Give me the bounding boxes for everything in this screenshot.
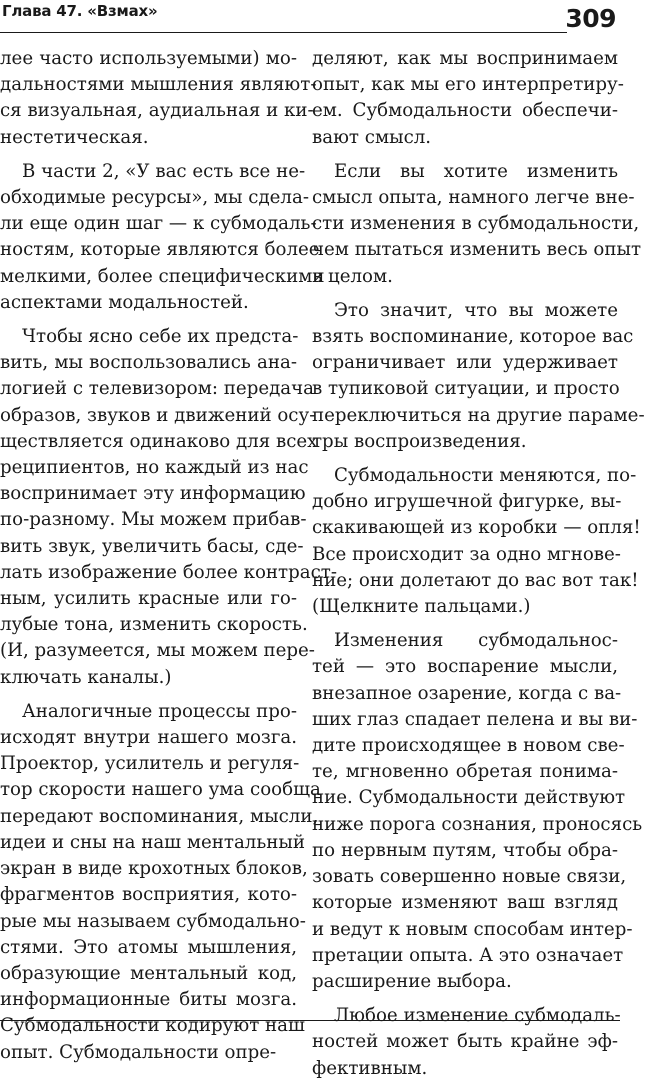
text-line: стями. Это атомы мышления, [0, 936, 297, 958]
text-line: добно игрушечной фигурке, вы- [312, 491, 622, 513]
text-line: лее часто используемыми) мо- [0, 48, 297, 69]
text-line: рые мы называем субмодально- [0, 910, 306, 932]
text-line: переключиться на другие параме- [312, 404, 645, 426]
text-line: В части 2, «У вас есть все не- [22, 160, 306, 182]
text-line: аспектами модальностей. [0, 291, 249, 313]
text-line: воспринимает эту информацию [0, 483, 306, 505]
text-line: дальностями мышления являют- [0, 74, 317, 96]
text-line: Субмодальности меняются, по- [334, 465, 637, 487]
text-line: логией с телевизором: передача [0, 378, 315, 400]
text-line: информационные биты мозга. [0, 989, 297, 1011]
text-line: идеи и сны на наш ментальный [0, 831, 305, 853]
text-line: образов, звуков и движений осу- [0, 404, 316, 426]
text-line: в целом. [312, 265, 393, 287]
text-line: расширение выбора. [312, 970, 512, 992]
text-line: скакивающей из коробки — опля! [312, 517, 641, 539]
text-line: сти изменения в субмодальности, [312, 213, 640, 235]
text-line: Изменения субмодальнос- [334, 630, 618, 652]
text-line: лать изображение более контраст- [0, 561, 337, 583]
text-line: смысл опыта, намного легче вне- [312, 187, 635, 209]
text-line: Если вы хотите изменить [334, 160, 618, 182]
text-line: опыт, как мы его интерпретиру- [312, 74, 624, 96]
text-line: Любое изменение субмодаль- [334, 1005, 621, 1027]
text-line: претации опыта. А это означает [312, 944, 624, 966]
text-line: ние; они долетают до вас вот так! [312, 569, 639, 591]
footer-rule [0, 1020, 620, 1021]
text-line: Чтобы ясно себе их предста- [22, 326, 299, 348]
text-line: ли еще один шаг — к субмодаль- [0, 213, 317, 235]
text-line: дите происходящее в новом све- [312, 735, 625, 757]
text-line: Аналогичные процессы про- [22, 700, 297, 722]
text-line: чем пытаться изменить весь опыт [312, 239, 642, 261]
page-number: 309 [565, 4, 616, 33]
text-line: ем. Субмодальности обеспечи- [312, 100, 618, 122]
text-line: образующие ментальный код, [0, 962, 297, 984]
text-line: обходимые ресурсы», мы сдела- [0, 187, 309, 209]
text-line: реципиентов, но каждый из нас [0, 457, 309, 479]
text-line: фрагментов восприятия, кото- [0, 884, 297, 906]
left-column [0, 46, 337, 1066]
text-line: те, мгновенно обретая понима- [312, 761, 618, 783]
text-line: нестетическая. [0, 126, 149, 148]
text-line: внезапное озарение, когда с ва- [312, 682, 622, 704]
text-line: Проектор, усилитель и регуля- [0, 753, 300, 775]
text-line: взять воспоминание, которое вас [312, 326, 634, 348]
text-line: ниже порога сознания, проносясь [312, 813, 643, 835]
text-line: ограничивает или удерживает [312, 352, 618, 374]
page-header [0, 0, 620, 36]
text-line: экран в виде крохотных блоков, [0, 858, 308, 880]
text-line: тей — это воспарение мысли, [312, 656, 618, 678]
text-line: (И, разумеется, мы можем пере- [0, 640, 315, 662]
right-column [312, 46, 645, 1082]
text-line: лубые тона, изменить скорость. [0, 614, 308, 636]
text-line: Субмодальности кодируют наш [0, 1015, 305, 1037]
text-line: тор скорости нашего ума сообща [0, 779, 321, 801]
text-line: ностям, которые являются более [0, 239, 320, 261]
text-line: ние. Субмодальности действуют [312, 787, 626, 809]
text-line: опыт. Субмодальности опре- [0, 1041, 277, 1063]
text-line: в тупиковой ситуации, и просто [312, 378, 620, 400]
text-line: которые изменяют ваш взгляд [312, 892, 618, 914]
text-line: ся визуальная, аудиальная и ки- [0, 100, 314, 122]
text-line: тры воспроизведения. [312, 430, 527, 452]
text-line: ным, усилить красные или го- [0, 588, 297, 610]
chapter-title: Глава 47. «Взмах» [2, 2, 158, 20]
text-line: исходят внутри нашего мозга. [0, 727, 297, 749]
text-line: (Щелкните пальцами.) [312, 596, 531, 618]
text-line: деляют, как мы воспринимаем [312, 48, 618, 69]
text-line: Это значит, что вы можете [334, 299, 618, 321]
text-line: вают смысл. [312, 126, 432, 148]
text-line: зовать совершенно новые связи, [312, 866, 627, 888]
text-line: ностей может быть крайне эф- [312, 1031, 618, 1053]
text-line: Все происходит за одно мгнове- [312, 543, 621, 565]
text-line: мелкими, более специфическими [0, 265, 325, 287]
text-line: и ведут к новым способам интер- [312, 918, 633, 940]
text-line: вить звук, увеличить басы, сде- [0, 535, 304, 557]
header-rule [0, 32, 567, 33]
text-line: по нервным путям, чтобы обра- [312, 839, 618, 861]
text-line: вить, мы воспользовались ана- [0, 352, 297, 374]
text-line: ществляется одинаково для всех [0, 430, 318, 452]
text-line: ших глаз спадает пелена и вы ви- [312, 708, 638, 730]
text-line: ключать каналы.) [0, 666, 172, 688]
text-line: по-разному. Мы можем прибав- [0, 509, 307, 531]
text-line: передают воспоминания, мысли, [0, 805, 319, 827]
text-line: фективным. [312, 1057, 428, 1079]
